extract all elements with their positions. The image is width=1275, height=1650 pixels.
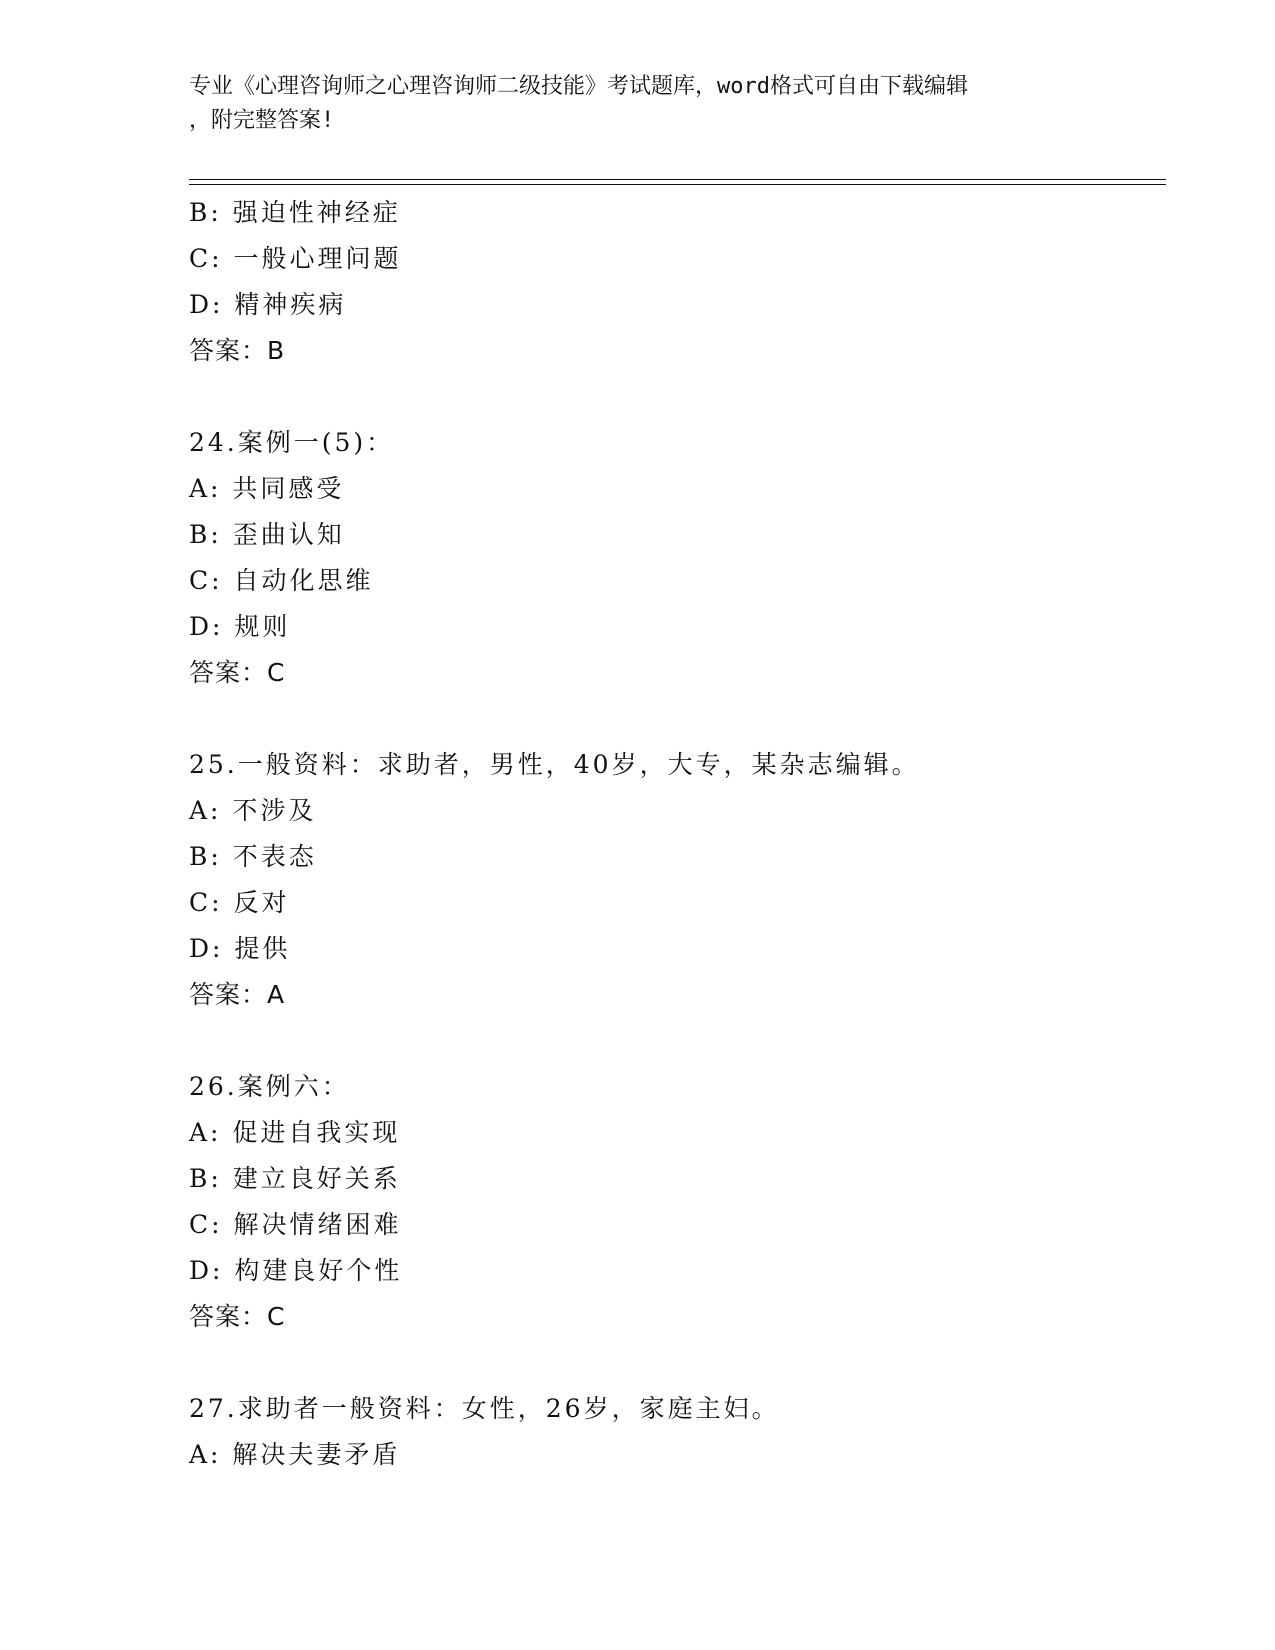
header-line-2: ，附完整答案! bbox=[189, 108, 335, 133]
answer-option: A: 解决夫妻矛盾 bbox=[189, 1440, 401, 1469]
answer-option: B: 不表态 bbox=[189, 842, 317, 871]
question-stem: 25.一般资料：求助者，男性，40岁，大专，某杂志编辑。 bbox=[189, 750, 920, 779]
answer-key: 答案：A bbox=[189, 980, 286, 1009]
section-gap bbox=[189, 374, 1169, 420]
header-divider-bottom bbox=[189, 184, 1166, 185]
answer-option: C: 自动化思维 bbox=[189, 566, 374, 595]
question-stem: 24.案例一(5)： bbox=[189, 428, 395, 457]
answer-option: C: 反对 bbox=[189, 888, 290, 917]
section-gap bbox=[189, 1018, 1169, 1064]
answer-option: D: 精神疾病 bbox=[189, 290, 347, 319]
answer-option: A: 促进自我实现 bbox=[189, 1118, 401, 1147]
header-divider-top bbox=[189, 179, 1166, 180]
answer-key: 答案：B bbox=[189, 336, 286, 365]
answer-option: D: 构建良好个性 bbox=[189, 1256, 403, 1285]
document-header bbox=[189, 70, 1089, 138]
answer-option: C: 解决情绪困难 bbox=[189, 1210, 402, 1239]
header-line-1: 专业《心理咨询师之心理咨询师二级技能》考试题库，word格式可自由下载编辑 bbox=[189, 74, 968, 99]
question-stem: 27.求助者一般资料：女性，26岁，家庭主妇。 bbox=[189, 1394, 780, 1423]
answer-option: D: 规则 bbox=[189, 612, 291, 641]
question-list bbox=[189, 190, 1169, 1478]
section-gap bbox=[189, 1340, 1169, 1386]
answer-key: 答案：C bbox=[189, 1302, 286, 1331]
answer-option: A: 共同感受 bbox=[189, 474, 345, 503]
answer-option: B: 建立良好关系 bbox=[189, 1164, 401, 1193]
answer-option: D: 提供 bbox=[189, 934, 291, 963]
answer-option: C: 一般心理问题 bbox=[189, 244, 402, 273]
answer-option: A: 不涉及 bbox=[189, 796, 317, 825]
answer-option: B: 歪曲认知 bbox=[189, 520, 345, 549]
section-gap bbox=[189, 696, 1169, 742]
answer-option: B: 强迫性神经症 bbox=[189, 198, 401, 227]
question-stem: 26.案例六： bbox=[189, 1072, 350, 1101]
answer-key: 答案：C bbox=[189, 658, 286, 687]
